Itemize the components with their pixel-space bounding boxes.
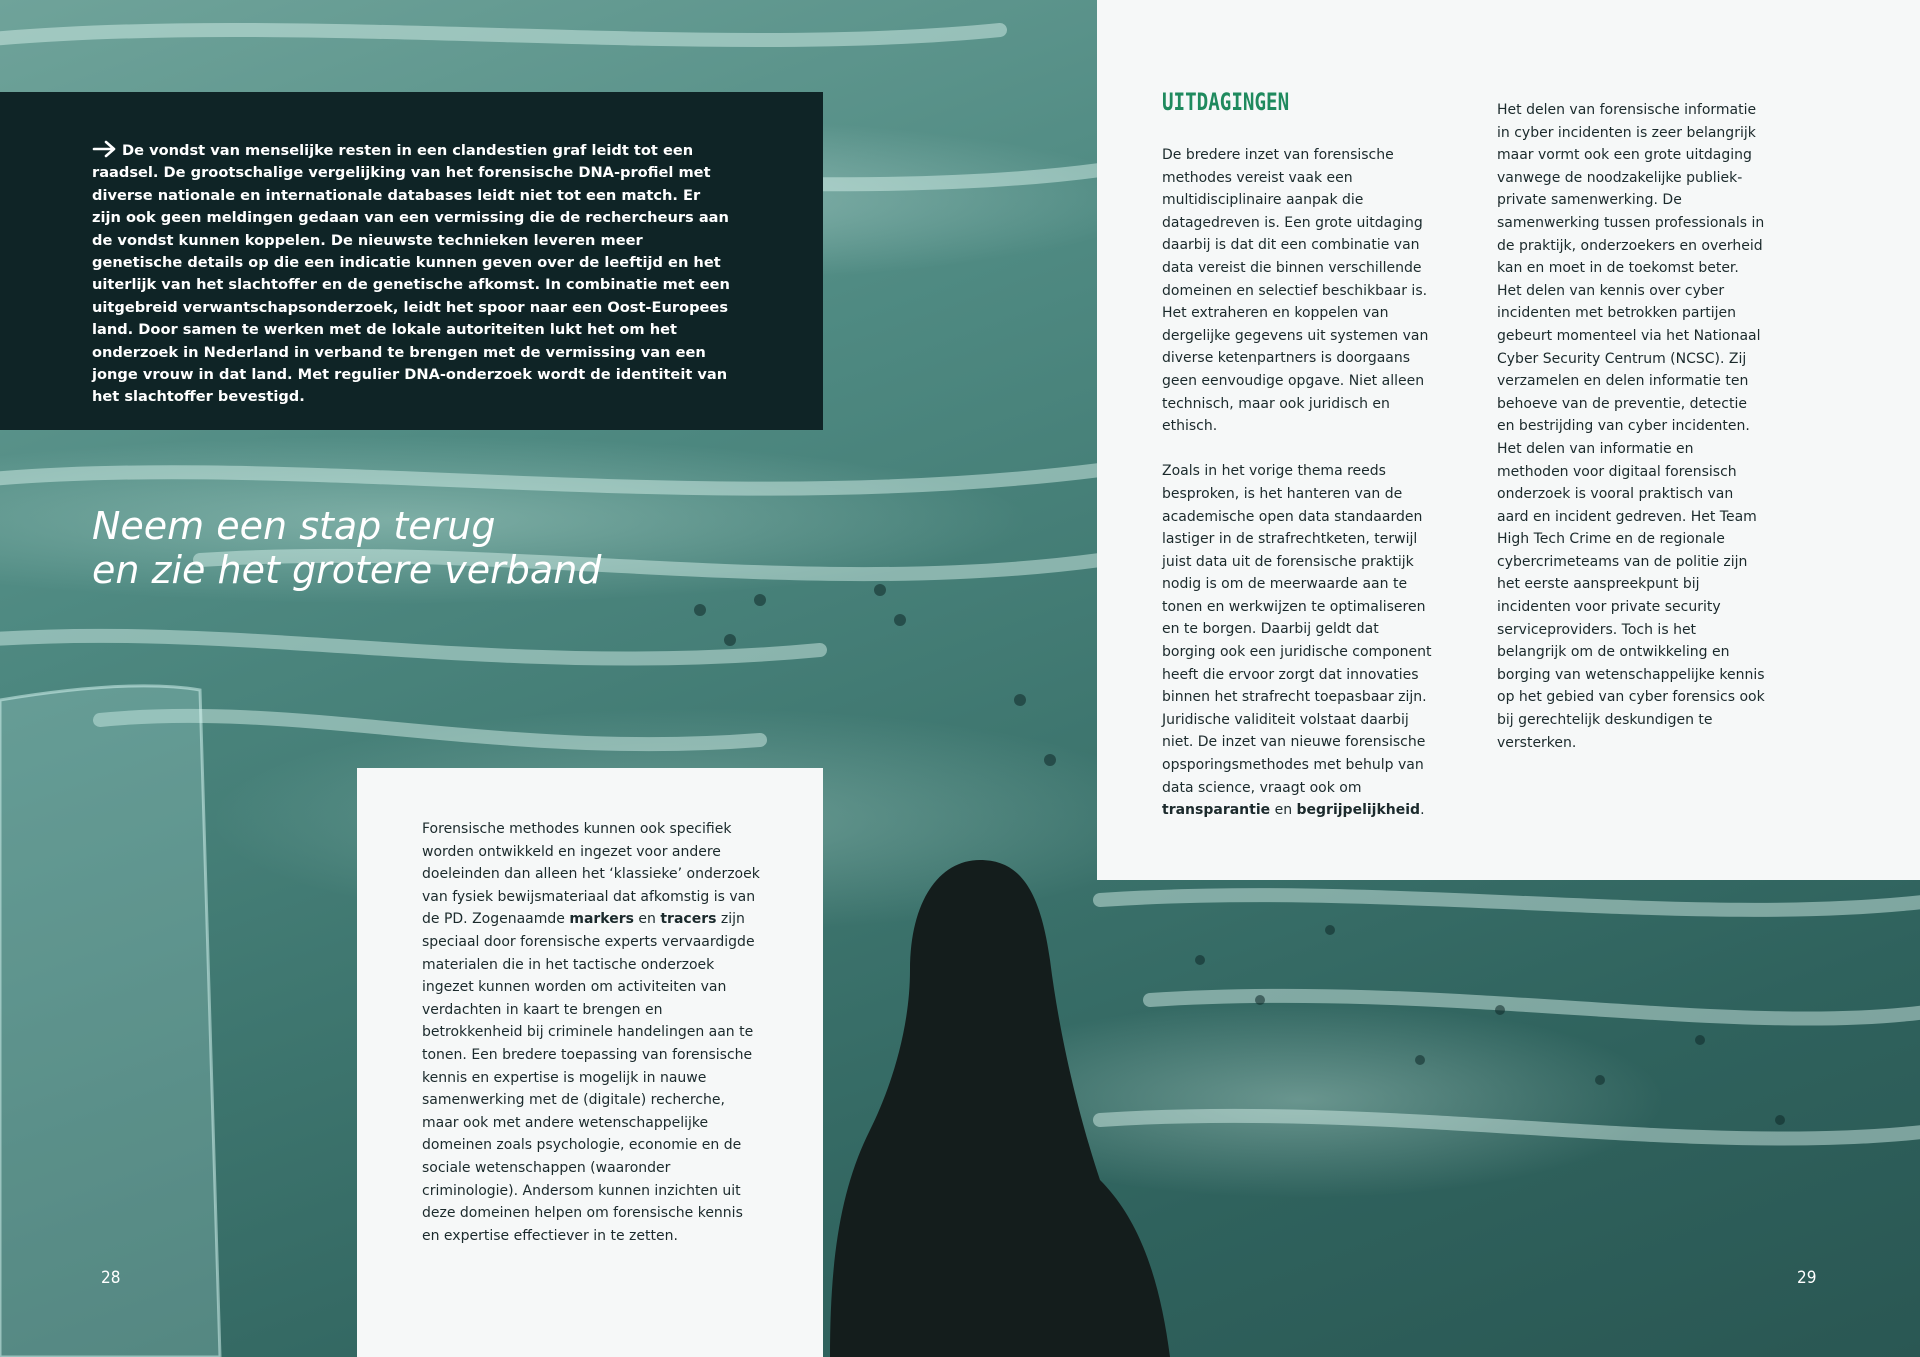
- challenges-column-1: [1162, 144, 1432, 822]
- column-1-paragraph-1: De bredere inzet van forensische methodes vereist vaak een multidisciplinaire aanpak die datagedreven is. Een grote uitdaging daarbij is dat dit een combinatie van data vereist die binnen verschillende domeinen en selectief beschikbaar is. Het extraheren en koppelen van dergelijke gegevens uit systemen van diverse ketenpartners is doorgaans geen eenvoudige opgave. Niet alleen technisch, maar ook juridisch en ethisch.: [1162, 147, 1429, 435]
- column-2-paragraph: Het delen van forensische informatie in cyber incidenten is zeer belangrijk maar vormt ook een grote uitdaging vanwege de noodzakelijke publiek-private samenwerking. De samenwerking tussen professionals in de praktijk, onderzoekers en overheid kan en moet in de toekomst beter. Het delen van kennis over cyber incidenten met betrokken partijen gebeurt momenteel via het Nationaal Cyber Security Centrum (NCSC). Zij verzamelen en delen informatie ten behoeve van de preventie, detectie en bestrijding van cyber incidenten. Het delen van informatie en methoden voor digitaal forensisch onderzoek is vooral praktisch van aard en incident gedreven. Het Team High Tech Crime en de regionale cybercrimeteams van de politie zijn het eerste aanspreekpunt bij incidenten voor private security serviceproviders. Toch is het belangrijk om de ontwikkeling en borging van wetenschappelijke kennis op het gebied van cyber forensics ook bij gerechtelijk deskundigen te versterken.: [1497, 102, 1765, 751]
- woman-silhouette-image: [830, 860, 1170, 1357]
- challenges-column-2: [1497, 99, 1767, 754]
- heading-line-1: Neem een stap terug: [92, 504, 496, 548]
- page-heading: [92, 504, 601, 592]
- case-intro-paragraph: De vondst van menselijke resten in een clandestien graf leidt tot een raadsel. De grootschalige vergelijking van het forensische DNA-profiel met diverse nationale en internationale databases leidt niet tot een match. Er zijn ook geen meldingen gedaan van een vermissing die de rechercheurs aan de vondst kunnen koppelen. De nieuwste technieken leveren meer genetische details op die een indicatie kunnen geven over de leeftijd en het uiterlijk van het slachtoffer en de genetische afkomst. In combinatie met een uitgebreid verwantschapsonderzoek, leidt het spoor naar een Oost-Europees land. Door samen te werken met de lokale autoriteiten lukt het om het onderzoek in Nederland in verband te brengen met de vermissing van een jonge vrouw in dat land. Met regulier DNA-onderzoek wordt de identiteit van het slachtoffer bevestigd.: [92, 142, 730, 406]
- tracers-term: tracers: [660, 911, 717, 928]
- markers-term: markers: [569, 911, 634, 928]
- transparantie-term: transparantie: [1162, 802, 1271, 819]
- case-intro-text: [92, 140, 732, 409]
- page-number-right: 29: [1797, 1268, 1817, 1288]
- arrow-right-icon: [92, 140, 118, 158]
- page-number-left: 28: [101, 1268, 121, 1288]
- begrijpelijkheid-term: begrijpelijkheid: [1296, 802, 1421, 819]
- methods-paragraph: Forensische methodes kunnen ook specifiek worden ontwikkeld en ingezet voor andere doeleinden dan alleen het ‘klassieke’ onderzoek van fysiek bewijsmateriaal dat afkomstig is van de PD. Zogenaamde markers en tracers zijn speciaal door forensische experts vervaardigde materialen die in het tactische onderzoek ingezet kunnen worden om activiteiten van verdachten in kaart te brengen en betrokkenheid bij criminele handelingen aan te tonen. Een bredere toepassing van forensische kennis en expertise is mogelijk in nauwe samenwerking met de (digitale) recherche, maar ook met andere wetenschappelijke domeinen zoals psychologie, economie en de sociale wetenschappen (waaronder criminologie). Andersom kunnen inzichten uit deze domeinen helpen om forensische kennis en expertise effectiever in te zetten.: [422, 821, 760, 1244]
- section-title: UITDAGINGEN: [1162, 88, 1290, 116]
- heading-line-2: en zie het grotere verband: [92, 548, 602, 592]
- column-1-paragraph-2: Zoals in het vorige thema reeds besproken, is het hanteren van de academische open data standaarden lastiger in de strafrechtketen, terwijl juist data uit de forensische praktijk nodig is om de meerwaarde aan te tonen en werkwijzen te optimaliseren en te borgen. Daarbij geldt dat borging ook een juridische component heeft die ervoor zorgt dat innovaties binnen het strafrecht toepasbaar zijn. Juridische validiteit volstaat daarbij niet. De inzet van nieuwe forensische opsporingsmethodes met behulp van data science, vraagt ook om transparantie en begrijpelijkheid.: [1162, 463, 1432, 819]
